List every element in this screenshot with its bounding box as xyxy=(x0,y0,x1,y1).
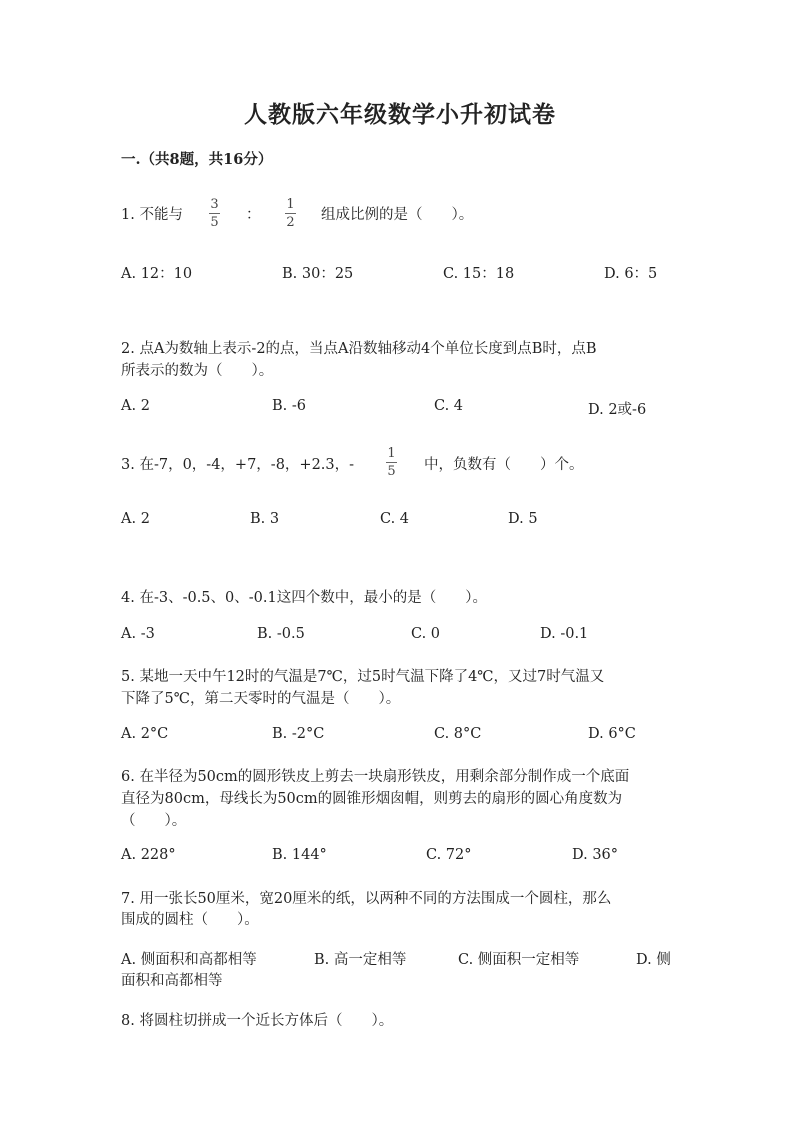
question-1-option-c[interactable]: C. 15：18 xyxy=(443,266,515,282)
fraction-bar xyxy=(209,213,220,214)
fraction-denominator: 2 xyxy=(286,215,295,230)
question-6-text-line3: （ ）。 xyxy=(121,813,187,829)
question-2-text-line2: 所表示的数为（ ）。 xyxy=(121,363,274,379)
question-7-text-line2: 围成的圆柱（ ）。 xyxy=(121,912,259,928)
question-3-text-end: 中，负数有（ ）个。 xyxy=(424,457,584,473)
fraction-bar xyxy=(386,462,397,463)
question-7-text-line1: 7. 用一张长50厘米，宽20厘米的纸，以两种不同的方法围成一个圆柱，那么 xyxy=(121,891,612,907)
fraction-numerator: 1 xyxy=(286,197,295,212)
question-8-text: 8. 将圆柱切拼成一个近长方体后（ ）。 xyxy=(121,1013,394,1029)
question-5-text-line2: 下降了5℃，第二天零时的气温是（ ）。 xyxy=(121,691,401,707)
question-4-text: 4. 在-3、-0.5、0、-0.1这四个数中，最小的是（ ）。 xyxy=(121,590,487,606)
question-4-option-c[interactable]: C. 0 xyxy=(411,626,441,642)
question-2-option-a[interactable]: A. 2 xyxy=(121,398,150,414)
question-6-option-b[interactable]: B. 144° xyxy=(272,847,327,863)
question-2-option-c[interactable]: C. 4 xyxy=(434,398,464,414)
question-6-option-c[interactable]: C. 72° xyxy=(426,847,472,863)
question-5-option-b[interactable]: B. -2°C xyxy=(272,726,325,742)
fraction-1-5 xyxy=(386,446,397,479)
fraction-1-2 xyxy=(285,197,296,230)
question-2-option-d[interactable]: D. 2或-6 xyxy=(588,402,647,418)
question-1-option-b[interactable]: B. 30：25 xyxy=(282,266,354,282)
fraction-denominator: 5 xyxy=(210,215,219,230)
question-2-option-b[interactable]: B. -6 xyxy=(272,398,306,414)
page-title: 人教版六年级数学小升初试卷 xyxy=(244,101,556,128)
question-5-option-d[interactable]: D. 6°C xyxy=(588,726,636,742)
question-1-text-end: 组成比例的是（ ）。 xyxy=(321,207,474,223)
question-6-text-line1: 6. 在半径为50cm的圆形铁皮上剪去一块扇形铁皮，用剩余部分制作成一个底面 xyxy=(121,769,630,785)
question-4-option-d[interactable]: D. -0.1 xyxy=(540,626,589,642)
question-7-option-d[interactable]: D. 侧 xyxy=(636,952,671,968)
fraction-denominator: 5 xyxy=(387,464,396,479)
ratio-sign: ： xyxy=(246,207,261,223)
question-7-option-a[interactable]: A. 侧面积和高都相等 xyxy=(121,952,257,968)
question-1-option-a[interactable]: A. 12：10 xyxy=(121,266,193,282)
question-3-option-c[interactable]: C. 4 xyxy=(380,511,410,527)
question-5-text-line1: 5. 某地一天中午12时的气温是7℃，过5时气温下降了4℃，又过7时气温又 xyxy=(121,669,605,685)
question-3-text: 3. 在-7，0，-4，+7，-8，+2.3，- xyxy=(121,457,355,473)
question-4-option-a[interactable]: A. -3 xyxy=(121,626,155,642)
fraction-3-5 xyxy=(209,197,220,230)
question-7-option-b[interactable]: B. 高一定相等 xyxy=(314,952,407,968)
question-1-text: 1. 不能与 xyxy=(121,207,183,223)
question-3-option-b[interactable]: B. 3 xyxy=(250,511,280,527)
question-5-option-c[interactable]: C. 8°C xyxy=(434,726,482,742)
question-7-option-d-wrap[interactable]: 面积和高都相等 xyxy=(121,973,223,989)
question-6-text-line2: 直径为80cm，母线长为50cm的圆锥形烟囱帽，则剪去的扇形的圆心角度数为 xyxy=(121,791,623,807)
question-3-option-d[interactable]: D. 5 xyxy=(508,511,538,527)
question-1-option-d[interactable]: D. 6：5 xyxy=(604,266,658,282)
fraction-bar xyxy=(285,213,296,214)
question-4-option-b[interactable]: B. -0.5 xyxy=(257,626,305,642)
question-5-option-a[interactable]: A. 2°C xyxy=(121,726,169,742)
fraction-numerator: 1 xyxy=(387,446,396,461)
question-7-option-c[interactable]: C. 侧面积一定相等 xyxy=(458,952,580,968)
question-2-text-line1: 2. 点A为数轴上表示-2的点，当点A沿数轴移动4个单位长度到点B时，点B xyxy=(121,341,597,357)
section-header: 一.（共8题，共16分） xyxy=(121,151,273,168)
fraction-numerator: 3 xyxy=(210,197,219,212)
question-6-option-d[interactable]: D. 36° xyxy=(572,847,619,863)
question-3-option-a[interactable]: A. 2 xyxy=(121,511,150,527)
question-6-option-a[interactable]: A. 228° xyxy=(121,847,176,863)
